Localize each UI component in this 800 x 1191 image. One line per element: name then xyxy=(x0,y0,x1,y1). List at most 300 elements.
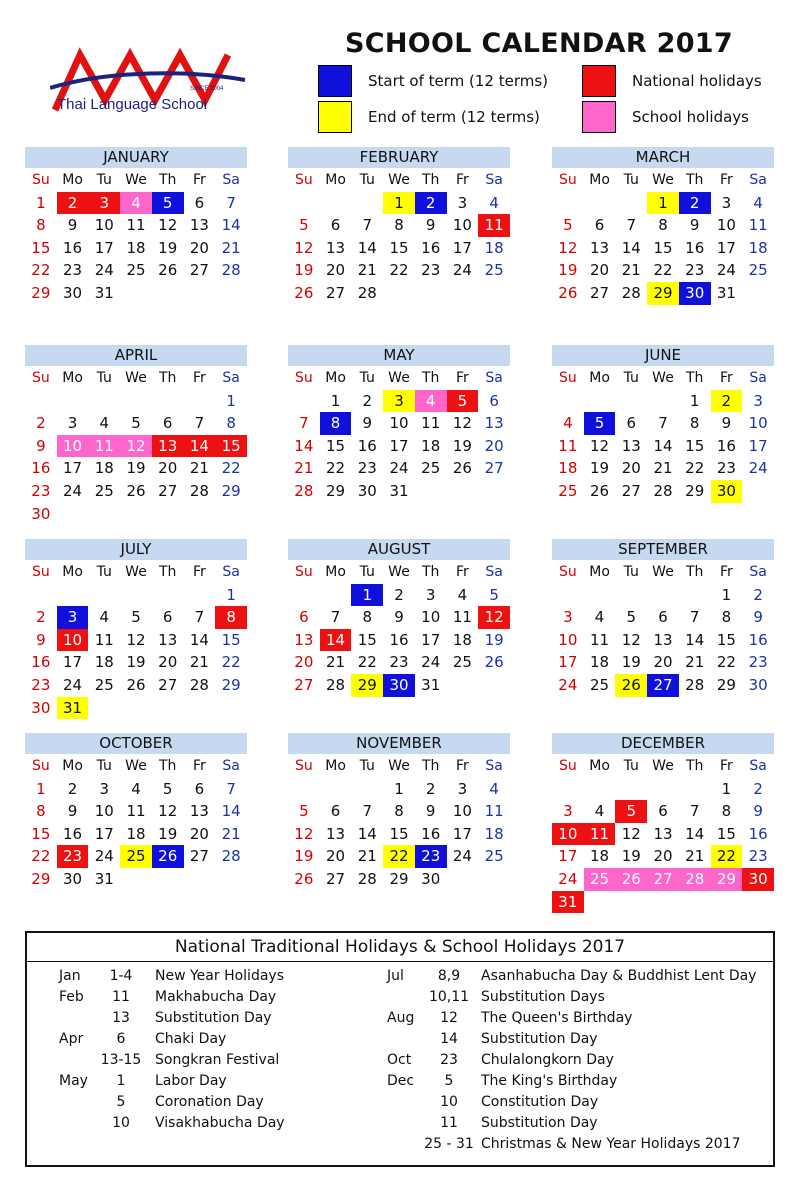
day-cell: 10 xyxy=(57,629,89,652)
holiday-day: 1 xyxy=(116,1073,126,1089)
day-cell: 4 xyxy=(120,192,152,215)
empty-cell xyxy=(351,192,383,215)
holiday-name: Christmas & New Year Holidays 2017 xyxy=(481,1136,741,1152)
empty-cell xyxy=(584,584,616,607)
empty-cell xyxy=(647,584,679,607)
day-cell: 23 xyxy=(716,459,736,478)
weekday-header: Tu xyxy=(96,172,112,188)
day-cell: 5 xyxy=(131,414,141,433)
weekday-header: Su xyxy=(558,172,577,188)
day-cell: 17 xyxy=(452,824,472,843)
day-cell: 29 xyxy=(389,869,409,888)
day-cell: 16 xyxy=(421,824,441,843)
day-cell: 22 xyxy=(31,261,51,280)
day-cell: 13 xyxy=(152,435,184,458)
day-cell: 9 xyxy=(689,216,700,235)
day-cell: 12 xyxy=(294,238,314,257)
day-cell: 9 xyxy=(394,608,404,627)
day-cell: 1 xyxy=(226,391,236,410)
day-cell: 15 xyxy=(389,238,409,257)
day-cell: 22 xyxy=(716,653,736,672)
day-cell: 3 xyxy=(563,608,573,627)
day-cell: 4 xyxy=(457,585,468,604)
day-cell: 27 xyxy=(158,675,178,694)
day-cell: 8 xyxy=(689,414,700,433)
weekday-header: Sa xyxy=(749,172,767,188)
day-cell: 26 xyxy=(126,675,146,694)
day-cell: 12 xyxy=(590,436,610,455)
empty-cell xyxy=(120,584,152,607)
weekday-header: Mo xyxy=(62,758,83,774)
day-cell: 30 xyxy=(748,675,768,694)
empty-cell xyxy=(552,192,584,215)
day-cell: 13 xyxy=(326,824,346,843)
day-cell: 18 xyxy=(484,238,504,257)
month-name: APRIL xyxy=(25,345,247,366)
day-cell: 18 xyxy=(590,653,610,672)
day-cell: 15 xyxy=(31,824,51,843)
month-name: MAY xyxy=(288,345,510,366)
day-cell: 23 xyxy=(357,459,377,478)
day-cell: 12 xyxy=(294,824,314,843)
day-cell: 2 xyxy=(415,192,447,215)
day-cell: 21 xyxy=(685,847,705,866)
day-cell: 31 xyxy=(389,481,409,500)
day-cell: 10 xyxy=(57,435,89,458)
day-cell: 27 xyxy=(647,674,679,697)
holiday-name: Chaki Day xyxy=(155,1031,227,1047)
day-cell: 23 xyxy=(685,261,705,280)
day-cell: 23 xyxy=(748,653,768,672)
month-name: OCTOBER xyxy=(25,733,247,754)
month-august xyxy=(288,539,510,697)
holiday-month: Oct xyxy=(387,1052,412,1068)
day-cell: 4 xyxy=(753,193,763,212)
month-july xyxy=(25,539,247,719)
month-name: DECEMBER xyxy=(552,733,774,754)
day-cell: 7 xyxy=(330,608,341,627)
day-cell: 10 xyxy=(94,216,114,235)
holiday-name: The King's Birthday xyxy=(481,1073,618,1089)
month-days xyxy=(288,367,510,503)
weekday-header: Su xyxy=(31,172,50,188)
day-cell: 31 xyxy=(421,675,441,694)
day-cell: 10 xyxy=(748,414,768,433)
day-cell: 8 xyxy=(36,802,46,821)
day-cell: 26 xyxy=(590,481,610,500)
day-cell: 19 xyxy=(621,847,641,866)
month-days xyxy=(552,755,774,913)
weekday-header: Mo xyxy=(589,758,610,774)
day-cell: 18 xyxy=(590,847,610,866)
day-cell: 24 xyxy=(452,261,472,280)
day-cell: 7 xyxy=(299,414,309,433)
day-cell: 23 xyxy=(415,845,447,868)
day-cell: 25 xyxy=(94,481,114,500)
day-cell: 24 xyxy=(421,653,441,672)
day-cell: 20 xyxy=(189,824,209,843)
day-cell: 19 xyxy=(590,459,610,478)
weekday-header: Sa xyxy=(222,172,240,188)
day-cell: 29 xyxy=(221,481,241,500)
weekday-header: Fr xyxy=(193,564,206,580)
weekday-header: Mo xyxy=(62,370,83,386)
day-cell: 25 xyxy=(452,653,472,672)
holiday-day: 5 xyxy=(116,1094,126,1110)
day-cell: 11 xyxy=(126,802,146,821)
day-cell: 28 xyxy=(189,675,209,694)
day-cell: 7 xyxy=(226,779,236,798)
weekday-header: We xyxy=(652,564,674,580)
day-cell: 11 xyxy=(484,802,504,821)
day-cell: 4 xyxy=(594,802,605,821)
day-cell: 6 xyxy=(330,802,341,821)
day-cell: 24 xyxy=(94,847,114,866)
weekday-header: Tu xyxy=(623,370,639,386)
day-cell: 10 xyxy=(452,216,472,235)
day-cell: 29 xyxy=(326,481,346,500)
month-name: AUGUST xyxy=(288,539,510,560)
holiday-name: Makhabucha Day xyxy=(155,989,277,1005)
day-cell: 30 xyxy=(63,869,83,888)
weekday-header: Fr xyxy=(193,370,206,386)
day-cell: 14 xyxy=(685,630,705,649)
day-cell: 19 xyxy=(126,653,146,672)
legend-swatch xyxy=(318,101,352,133)
day-cell: 22 xyxy=(711,845,743,868)
day-cell: 27 xyxy=(294,675,314,694)
weekday-header: Fr xyxy=(193,758,206,774)
weekday-header: We xyxy=(388,758,410,774)
day-cell: 4 xyxy=(594,608,605,627)
day-cell: 20 xyxy=(189,238,209,257)
empty-cell xyxy=(615,192,647,215)
day-cell: 2 xyxy=(679,192,711,215)
holiday-name: Songkran Festival xyxy=(155,1052,280,1068)
day-cell: 4 xyxy=(563,414,573,433)
day-cell: 28 xyxy=(294,481,314,500)
day-cell: 14 xyxy=(221,802,241,821)
holiday-day: 13 xyxy=(112,1010,130,1026)
day-cell: 3 xyxy=(753,391,763,410)
day-cell: 26 xyxy=(615,674,647,697)
day-cell: 23 xyxy=(389,653,409,672)
day-cell: 13 xyxy=(484,414,504,433)
day-cell: 3 xyxy=(57,606,89,629)
day-cell: 18 xyxy=(452,630,472,649)
weekday-header: Mo xyxy=(589,370,610,386)
holiday-name: Asanhabucha Day & Buddhist Lent Day xyxy=(481,968,757,984)
day-cell: 27 xyxy=(484,459,504,478)
day-cell: 27 xyxy=(158,481,178,500)
weekday-header: Su xyxy=(294,564,313,580)
empty-cell xyxy=(615,778,647,801)
day-cell: 17 xyxy=(63,459,83,478)
weekday-header: Su xyxy=(558,564,577,580)
day-cell: 4 xyxy=(131,779,141,798)
holiday-list-title: National Traditional Holidays & School Holidays 2017 xyxy=(174,937,626,957)
legend-start-of-term xyxy=(318,65,548,97)
holiday-day: 12 xyxy=(440,1010,458,1026)
day-cell: 17 xyxy=(716,238,736,257)
day-cell: 15 xyxy=(716,630,736,649)
holiday-day: 11 xyxy=(112,989,130,1005)
weekday-header: Tu xyxy=(96,370,112,386)
day-cell: 16 xyxy=(389,630,409,649)
day-cell: 4 xyxy=(99,608,110,627)
day-cell: 8 xyxy=(394,216,404,235)
day-cell: 22 xyxy=(31,847,51,866)
empty-cell xyxy=(152,584,184,607)
day-cell: 6 xyxy=(658,802,668,821)
day-cell: 21 xyxy=(221,824,241,843)
day-cell: 9 xyxy=(753,802,763,821)
day-cell: 24 xyxy=(558,675,578,694)
weekday-header: Fr xyxy=(193,172,206,188)
day-cell: 3 xyxy=(457,779,468,798)
day-cell: 7 xyxy=(626,216,637,235)
day-cell: 2 xyxy=(57,192,89,215)
holiday-name: The Queen's Birthday xyxy=(481,1010,633,1026)
day-cell: 10 xyxy=(389,414,409,433)
day-cell: 24 xyxy=(389,459,409,478)
day-cell: 27 xyxy=(326,283,346,302)
day-cell: 6 xyxy=(194,193,205,212)
day-cell: 9 xyxy=(753,608,763,627)
day-cell: 23 xyxy=(57,845,89,868)
day-cell: 25 xyxy=(584,868,616,891)
holiday-name: Labor Day xyxy=(155,1073,227,1089)
day-cell: 24 xyxy=(63,481,83,500)
weekday-header: Th xyxy=(421,564,440,580)
empty-cell xyxy=(584,192,616,215)
month-days xyxy=(25,755,247,891)
weekday-header: Sa xyxy=(749,370,767,386)
month-february xyxy=(288,147,510,305)
weekday-header: Th xyxy=(158,758,177,774)
day-cell: 18 xyxy=(126,238,146,257)
weekday-header: Sa xyxy=(485,370,503,386)
day-cell: 28 xyxy=(679,868,711,891)
day-cell: 1 xyxy=(721,779,732,798)
holiday-month: Apr xyxy=(59,1031,84,1047)
day-cell: 5 xyxy=(447,390,479,413)
holiday-day: 6 xyxy=(116,1031,126,1047)
day-cell: 21 xyxy=(294,459,314,478)
day-cell: 18 xyxy=(94,459,114,478)
day-cell: 12 xyxy=(126,630,146,649)
day-cell: 31 xyxy=(552,891,584,914)
day-cell: 12 xyxy=(478,606,510,629)
day-cell: 30 xyxy=(31,504,51,523)
empty-cell xyxy=(351,778,383,801)
day-cell: 10 xyxy=(558,630,578,649)
day-cell: 5 xyxy=(131,608,141,627)
day-cell: 7 xyxy=(194,414,205,433)
holiday-name: Substitution Day xyxy=(155,1010,272,1026)
weekday-header: We xyxy=(388,172,410,188)
day-cell: 16 xyxy=(716,436,736,455)
day-cell: 20 xyxy=(294,653,314,672)
day-cell: 5 xyxy=(299,216,309,235)
day-cell: 11 xyxy=(590,630,610,649)
day-cell: 26 xyxy=(152,845,184,868)
weekday-header: Su xyxy=(294,370,313,386)
weekday-header: We xyxy=(652,172,674,188)
weekday-header: Su xyxy=(31,564,50,580)
day-cell: 17 xyxy=(389,436,409,455)
day-cell: 30 xyxy=(679,282,711,305)
weekday-header: Mo xyxy=(325,564,346,580)
day-cell: 20 xyxy=(326,261,346,280)
day-cell: 3 xyxy=(457,193,468,212)
day-cell: 28 xyxy=(685,675,705,694)
day-cell: 11 xyxy=(478,214,510,237)
day-cell: 4 xyxy=(415,390,447,413)
legend-label: End of term (12 terms) xyxy=(368,108,540,126)
day-cell: 6 xyxy=(299,608,309,627)
day-cell: 20 xyxy=(326,847,346,866)
weekday-header: Th xyxy=(685,172,704,188)
month-name: NOVEMBER xyxy=(288,733,510,754)
day-cell: 19 xyxy=(484,630,504,649)
day-cell: 31 xyxy=(57,697,89,720)
day-cell: 24 xyxy=(452,847,472,866)
day-cell: 25 xyxy=(590,675,610,694)
legend-end-of-term xyxy=(318,101,540,133)
month-days xyxy=(25,367,247,525)
day-cell: 8 xyxy=(394,802,404,821)
day-cell: 15 xyxy=(215,435,247,458)
month-december xyxy=(552,733,774,913)
day-cell: 16 xyxy=(63,238,83,257)
weekday-header: Th xyxy=(421,172,440,188)
day-cell: 16 xyxy=(748,824,768,843)
day-cell: 16 xyxy=(357,436,377,455)
holiday-day: 14 xyxy=(440,1031,458,1047)
weekday-header: Th xyxy=(685,370,704,386)
day-cell: 25 xyxy=(558,481,578,500)
weekday-header: Th xyxy=(158,370,177,386)
empty-cell xyxy=(57,584,89,607)
day-cell: 20 xyxy=(590,261,610,280)
holiday-name: Substitution Days xyxy=(481,989,605,1005)
weekday-header: We xyxy=(125,758,147,774)
empty-cell xyxy=(320,584,352,607)
month-january xyxy=(25,147,247,305)
weekday-header: Th xyxy=(421,370,440,386)
holiday-month: Aug xyxy=(387,1010,415,1026)
day-cell: 8 xyxy=(658,216,668,235)
day-cell: 6 xyxy=(162,414,173,433)
empty-cell xyxy=(615,584,647,607)
weekday-header: Su xyxy=(31,370,50,386)
day-cell: 8 xyxy=(215,606,247,629)
day-cell: 21 xyxy=(221,238,241,257)
weekday-header: Sa xyxy=(222,370,240,386)
day-cell: 17 xyxy=(421,630,441,649)
day-cell: 14 xyxy=(653,436,673,455)
day-cell: 9 xyxy=(425,802,436,821)
empty-cell xyxy=(57,390,89,413)
legend-national-holidays xyxy=(582,65,762,97)
day-cell: 31 xyxy=(94,869,114,888)
day-cell: 13 xyxy=(653,630,673,649)
day-cell: 15 xyxy=(31,238,51,257)
day-cell: 2 xyxy=(394,585,404,604)
day-cell: 12 xyxy=(621,824,641,843)
day-cell: 13 xyxy=(326,238,346,257)
day-cell: 14 xyxy=(221,216,241,235)
day-cell: 28 xyxy=(357,869,377,888)
day-cell: 17 xyxy=(63,653,83,672)
day-cell: 1 xyxy=(394,779,404,798)
logo-since: SINCE 2004 xyxy=(190,86,224,92)
weekday-header: Tu xyxy=(359,370,375,386)
day-cell: 24 xyxy=(94,261,114,280)
month-days xyxy=(552,367,774,503)
empty-cell xyxy=(288,192,320,215)
holiday-name: Visakhabucha Day xyxy=(155,1115,285,1131)
day-cell: 25 xyxy=(748,261,768,280)
day-cell: 22 xyxy=(326,459,346,478)
day-cell: 13 xyxy=(621,436,641,455)
weekday-header: Th xyxy=(685,564,704,580)
day-cell: 19 xyxy=(452,436,472,455)
day-cell: 21 xyxy=(357,847,377,866)
weekday-header: Fr xyxy=(456,758,469,774)
empty-cell xyxy=(320,778,352,801)
day-cell: 14 xyxy=(294,436,314,455)
day-cell: 11 xyxy=(584,823,616,846)
day-cell: 5 xyxy=(626,608,637,627)
weekday-header: Fr xyxy=(456,564,469,580)
weekday-header: Mo xyxy=(62,564,83,580)
day-cell: 8 xyxy=(721,608,732,627)
legend-swatch xyxy=(582,65,616,97)
day-cell: 6 xyxy=(626,414,637,433)
holiday-list xyxy=(25,931,775,1167)
day-cell: 29 xyxy=(711,868,743,891)
day-cell: 7 xyxy=(226,193,236,212)
day-cell: 4 xyxy=(489,779,499,798)
weekday-header: We xyxy=(388,370,410,386)
day-cell: 14 xyxy=(184,435,216,458)
month-name: SEPTEMBER xyxy=(552,539,774,560)
month-days xyxy=(288,755,510,891)
holiday-list-divider xyxy=(27,961,773,962)
weekday-header: Tu xyxy=(623,564,639,580)
weekday-header: Tu xyxy=(359,172,375,188)
day-cell: 25 xyxy=(126,261,146,280)
day-cell: 22 xyxy=(389,261,409,280)
empty-cell xyxy=(552,778,584,801)
day-cell: 6 xyxy=(330,216,341,235)
day-cell: 28 xyxy=(621,283,641,302)
day-cell: 24 xyxy=(63,675,83,694)
day-cell: 15 xyxy=(326,436,346,455)
empty-cell xyxy=(120,390,152,413)
holiday-day: 25 - 31 xyxy=(424,1136,474,1152)
day-cell: 21 xyxy=(621,261,641,280)
day-cell: 4 xyxy=(489,193,499,212)
empty-cell xyxy=(679,584,711,607)
day-cell: 14 xyxy=(357,824,377,843)
holiday-name: Substitution Day xyxy=(481,1115,598,1131)
day-cell: 18 xyxy=(126,824,146,843)
weekday-header: Sa xyxy=(222,758,240,774)
empty-cell xyxy=(552,390,584,413)
